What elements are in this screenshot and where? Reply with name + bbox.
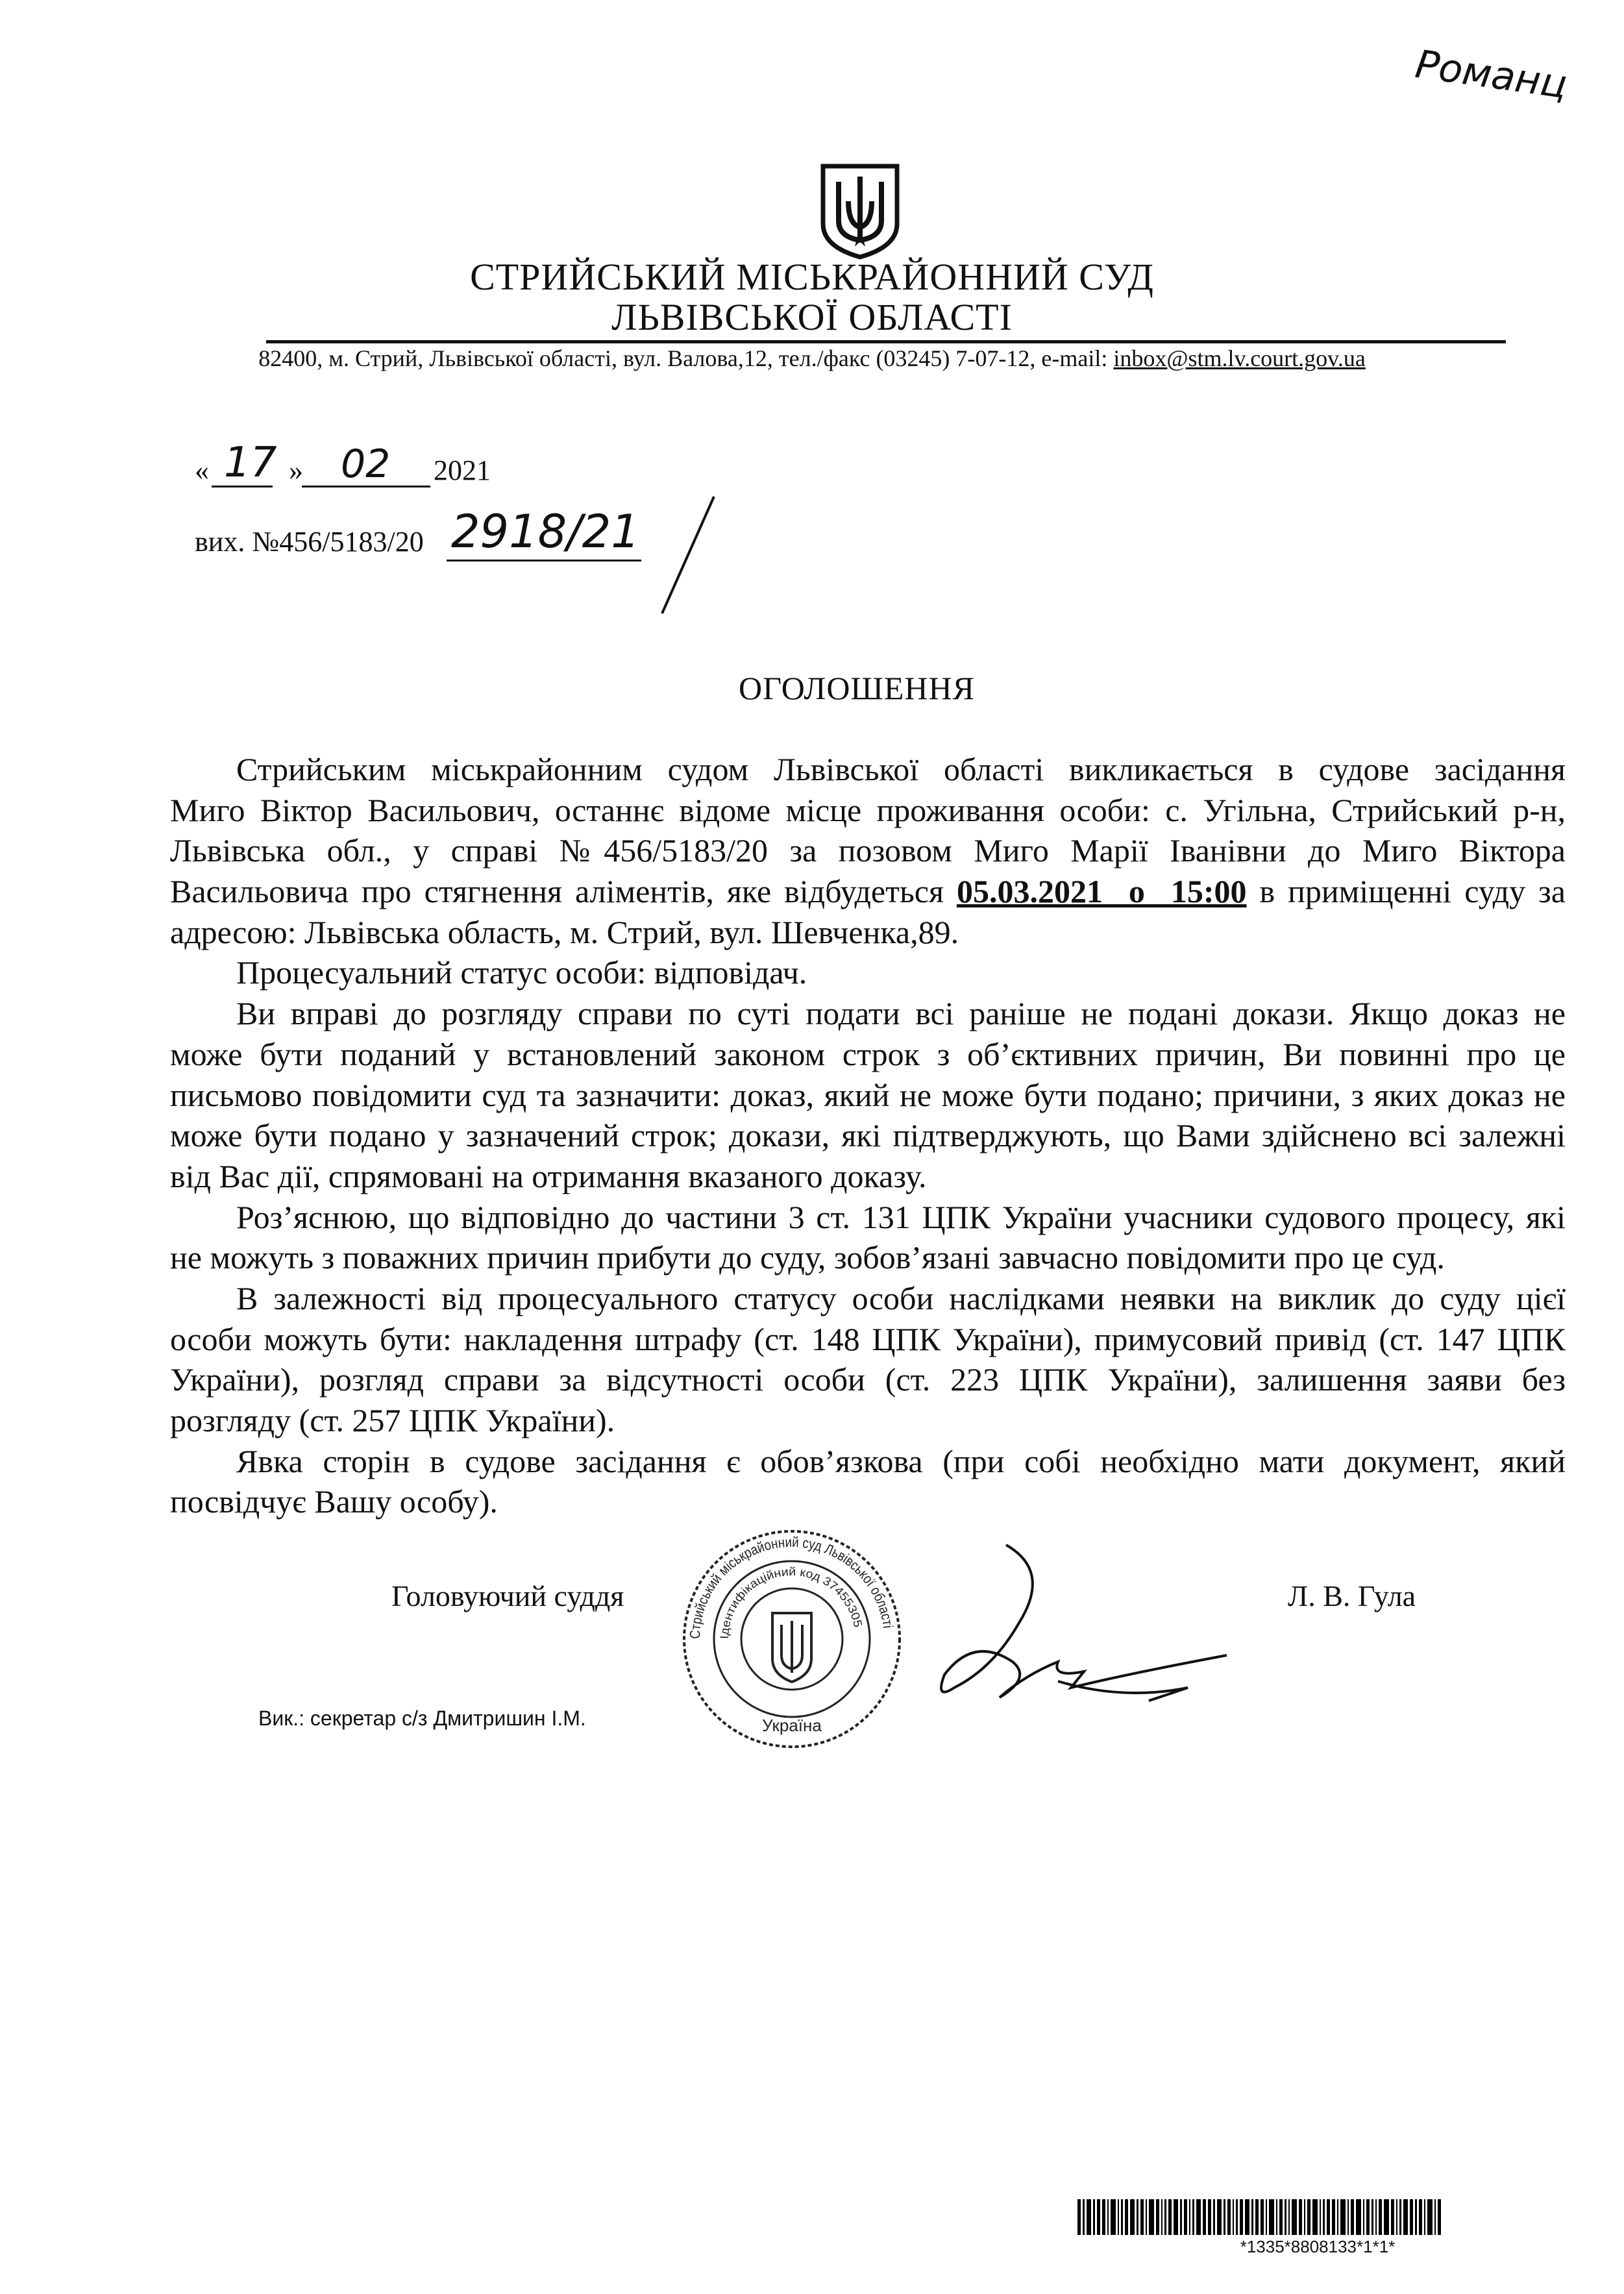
barcode-bar — [1118, 2199, 1120, 2235]
barcode-bar — [1312, 2199, 1318, 2235]
close-quote: » — [289, 454, 303, 486]
barcode-bar — [1149, 2199, 1154, 2235]
barcode-bar — [1164, 2199, 1166, 2235]
barcode-bar — [1077, 2199, 1081, 2235]
barcode-bar — [1245, 2199, 1250, 2235]
barcode-bar — [1276, 2199, 1278, 2235]
barcode-bar — [1097, 2199, 1100, 2235]
header-divider — [266, 340, 1506, 343]
barcode-bar — [1224, 2199, 1225, 2235]
barcode-bar — [1327, 2199, 1330, 2235]
announcement-heading: ОГОЛОШЕННЯ — [739, 670, 975, 706]
p3-line: може бути подано у зазначений строк; докази, які підтверджують, що Вами здійснено всі залежні — [170, 1117, 1566, 1154]
p1-line-hearing — [170, 871, 1566, 912]
date-month: 02 — [341, 441, 391, 487]
date-year: 2021 — [434, 454, 491, 486]
p4-line: не можуть з поважних причин прибути до суду, зобов’язані завчасно повідомити про це суд. — [170, 1239, 1445, 1276]
barcode-bar — [1240, 2199, 1243, 2235]
barcode-bar — [1107, 2199, 1109, 2235]
outgoing-underline — [447, 560, 641, 561]
p1-line: Стрийським міськрайонним судом Львівської області викликається в судове засідання — [236, 751, 1566, 787]
barcode-bar — [1427, 2199, 1433, 2235]
barcode-bar — [1255, 2199, 1259, 2235]
date-day: 17 — [224, 439, 277, 487]
signer-role: Головуючий суддя — [391, 1579, 624, 1612]
stamp-bottom-text: Україна — [762, 1716, 822, 1735]
barcode-bar — [1384, 2199, 1389, 2235]
barcode-bar — [1399, 2199, 1401, 2235]
p1-line: адресою: Львівська область, м. Стрий, вул. Шевченка,89. — [170, 913, 959, 950]
barcode-bar — [1366, 2199, 1370, 2235]
barcode-bar — [1196, 2199, 1201, 2235]
handwritten-outgoing-number: 2918/21 — [451, 505, 640, 558]
p4-line: Роз’яснюю, що відповідно до частини 3 ст. 131 ЦПК України учасники судового процесу, які — [236, 1198, 1566, 1235]
court-name-line1: СТРИЙСЬКИЙ МІСЬКРАЙОННИЙ СУД — [470, 256, 1154, 298]
barcode-bar — [1125, 2199, 1128, 2235]
barcode-bar — [1192, 2199, 1194, 2235]
p1-line: Миго Віктор Васильович, останнє відоме місце проживання особи: с. Угільна, Стрийський р-н, — [170, 791, 1566, 828]
barcode-bar — [1285, 2199, 1286, 2235]
handwritten-slash — [656, 493, 720, 617]
executor-note: Вик.: секретар с/з Дмитришин І.М. — [258, 1707, 586, 1730]
p5-line: України), розгляд справи за відсутності особи (ст. 223 ЦПК України), залишення заяви без — [170, 1361, 1566, 1398]
barcode-bar — [1323, 2199, 1325, 2235]
court-name-line2: ЛЬВІВСЬКОЇ ОБЛАСТІ — [611, 296, 1013, 338]
barcode-bar — [1396, 2199, 1398, 2235]
barcode-bar — [1203, 2199, 1206, 2235]
p3-line: від Вас дії, спрямовані на отримання вказаного доказу. — [170, 1157, 927, 1194]
barcode-bar — [1227, 2199, 1231, 2235]
barcode-bar — [1299, 2199, 1302, 2235]
p6-line: посвідчує Вашу особу). — [170, 1483, 498, 1520]
barcode-bar — [1130, 2199, 1135, 2235]
barcode-bar — [1184, 2199, 1187, 2235]
barcode-bar — [1146, 2199, 1148, 2235]
barcode-bar — [1372, 2199, 1373, 2235]
stamp-trident-icon — [772, 1613, 811, 1682]
handwritten-signature — [928, 1538, 1240, 1707]
announcement-body — [170, 749, 1566, 1522]
barcode-bar — [1351, 2199, 1354, 2235]
barcode-bar — [1269, 2199, 1274, 2235]
barcode-bar — [1356, 2199, 1361, 2235]
barcode-bar — [1375, 2199, 1377, 2235]
barcode-bar — [1233, 2199, 1235, 2235]
hearing-datetime: 05.03.2021 о 15:00 — [956, 873, 1247, 910]
date-line — [195, 439, 610, 493]
barcode-bar — [1279, 2199, 1283, 2235]
barcode-bar — [1307, 2199, 1310, 2235]
barcode-bar — [1208, 2199, 1211, 2235]
barcode-bar — [1292, 2199, 1297, 2235]
open-quote: « — [195, 454, 209, 486]
barcode-bar — [1213, 2199, 1215, 2235]
p6-line: Явка сторін в судове засідання є обов’язкова (при собі необхідно мати документ, який — [236, 1442, 1566, 1479]
court-seal-stamp — [682, 1529, 902, 1749]
outgoing-number — [195, 505, 649, 584]
outgoing-label: вих. №456/5183/20 — [195, 526, 424, 558]
email-link[interactable]: inbox@stm.lv.court.gov.ua — [1113, 345, 1366, 371]
p1-line: Львівська обл., у справі №456/5183/20 за позовом Миго Марії Іванівни до Миго Віктора — [170, 832, 1566, 869]
barcode-bar — [1087, 2199, 1092, 2235]
barcode-bar — [1137, 2199, 1138, 2235]
barcode-bar — [1288, 2199, 1290, 2235]
barcode-bar — [1121, 2199, 1123, 2235]
barcode-bar — [1168, 2199, 1172, 2235]
p3-line: Ви вправі до розгляду справи по суті подати всі раніше не подані докази. Якщо доказ не — [236, 995, 1566, 1032]
barcode-bar — [1156, 2199, 1159, 2235]
barcode-bar — [1320, 2199, 1322, 2235]
barcode-bar — [1217, 2199, 1222, 2235]
p3-line: письмово повідомити суд та зазначити: доказ, який не може бути подано; причини, з яких доказ не — [170, 1076, 1566, 1113]
barcode-bar — [1189, 2199, 1191, 2235]
barcode-bar — [1083, 2199, 1085, 2235]
barcode-bar — [1391, 2199, 1394, 2235]
barcode-bar — [1434, 2199, 1436, 2235]
barcode-bar — [1403, 2199, 1409, 2235]
signer-name: Л. В. Гула — [1288, 1579, 1416, 1612]
barcode-bar — [1111, 2199, 1116, 2235]
p5-line: В залежності від процесуального статусу особи наслідками неявки на виклик до суду цієї — [236, 1279, 1566, 1316]
barcode-bar — [1304, 2199, 1306, 2235]
p1-text: в приміщенні суду за — [1259, 873, 1566, 910]
barcode-bar — [1424, 2199, 1426, 2235]
p5-line: розгляду (ст. 257 ЦПК України). — [170, 1402, 615, 1438]
barcode-bar — [1347, 2199, 1349, 2235]
barcode-bar — [1337, 2199, 1339, 2235]
barcode-bar — [1174, 2199, 1179, 2235]
address-text: 82400, м. Стрий, Львівської області, вул. Валова,12, тел./факс (03245) 7-07-12, e-mail: — [258, 345, 1114, 371]
handwritten-note: Романц — [1412, 41, 1570, 108]
barcode-bar — [1266, 2199, 1268, 2235]
barcode-bar — [1340, 2199, 1346, 2235]
barcode-bar — [1140, 2199, 1144, 2235]
p3-line: може бути поданий у встановлений законом строк з об’єктивних причин, Ви повинні про це — [170, 1035, 1566, 1072]
barcode-bar — [1419, 2199, 1422, 2235]
barcode-bar — [1251, 2199, 1253, 2235]
court-address — [0, 345, 1624, 371]
barcode-bar — [1332, 2199, 1335, 2235]
p5-line: особи можуть бути: накладення штрафу (ст. 148 ЦПК України), примусовий привід (ст. 147 ЦПК — [170, 1320, 1566, 1357]
barcode-bar — [1236, 2199, 1238, 2235]
barcode-bar — [1410, 2199, 1413, 2235]
barcode-bar — [1415, 2199, 1417, 2235]
barcode-bar — [1180, 2199, 1182, 2235]
p1-text: Васильовича про стягнення аліментів, яке відбудеться — [170, 873, 944, 910]
barcode-bar — [1161, 2199, 1163, 2235]
stamp-outer-text: Стрийський міськрайонний суд Львівської області — [686, 1533, 897, 1640]
stamp-inner-text: Ідентифікаційний код 37455305 — [717, 1565, 865, 1640]
barcode — [1077, 2199, 1558, 2235]
barcode-bar — [1102, 2199, 1105, 2235]
barcode-bar — [1438, 2199, 1441, 2235]
barcode-bar — [1379, 2199, 1382, 2235]
trident-emblem-icon — [819, 162, 901, 260]
barcode-bar — [1093, 2199, 1095, 2235]
p2-procedural-status: Процесуальний статус особи: відповідач. — [236, 954, 807, 991]
barcode-text: *1335*8808133*1*1* — [1240, 2237, 1396, 2256]
barcode-bar — [1261, 2199, 1264, 2235]
barcode-bar — [1363, 2199, 1365, 2235]
